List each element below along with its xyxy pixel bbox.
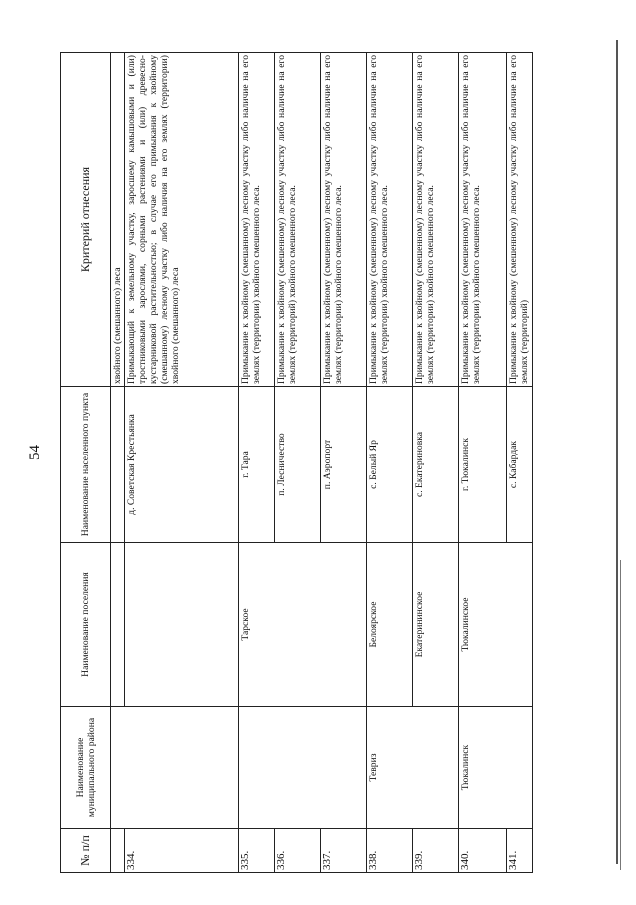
cell-criterion: Примыкание к хвойному (смешанному) лесному участку либо наличие на его землях (территории) хвойного смешенного леса. — [239, 53, 275, 387]
cell-settlement: Екатерининское — [413, 543, 459, 707]
scan-edge-line — [616, 40, 618, 864]
cell-num — [111, 829, 125, 873]
header-locality: Наименование населенного пункта — [61, 387, 111, 543]
cell-settlement — [125, 543, 239, 707]
cell-settlement: Белоярское — [367, 543, 413, 707]
cell-num: 338. — [367, 829, 413, 873]
cell-locality: с. Кабардак — [507, 387, 533, 543]
cell-criterion: Примыкание к хвойному (смешенному) лесному участку либо наличие на его землях (территории) хвойного смешенного леса. — [367, 53, 413, 387]
header-criterion: Критерий отнесения — [61, 53, 111, 387]
cell-locality: с. Екатериновка — [413, 387, 459, 543]
cell-locality: г. Тюкалинск — [459, 387, 507, 543]
cell-locality: п. Лесничество — [275, 387, 321, 543]
cell-num: 335. — [239, 829, 275, 873]
cell-locality: г. Тара — [239, 387, 275, 543]
scan-edge-line — [620, 560, 621, 870]
cell-locality: п. Аэропорт — [321, 387, 367, 543]
cell-criterion: Примыкание к хвойному (смешенному) лесному участку либо наличие на его землях (территории) хвойного смешенного леса. — [321, 53, 367, 387]
header-num: № п/п — [61, 829, 111, 873]
cell-settlement — [111, 543, 125, 707]
table-row-continuation — [111, 53, 125, 873]
cell-num: 334. — [125, 829, 239, 873]
cell-criterion: Примыкание к хвойному (смешенному) лесному участку либо наличие на его землях (территории) хвойного смешенного леса. — [413, 53, 459, 387]
cell-criterion: Примыкание к хвойному (смешенному) лесному участку либо наличие на его землях (территории) хвойного смешенного леса. — [459, 53, 507, 387]
page-number: 54 — [27, 445, 43, 460]
cell-district — [111, 707, 239, 829]
table-row — [239, 53, 275, 873]
cell-settlement: Тюкалинское — [459, 543, 533, 707]
cell-criterion: хвойного (смешанного) леса — [111, 53, 125, 387]
header-settlement: Наименование поселения — [61, 543, 111, 707]
header-district: Наименование муниципального района — [61, 707, 111, 829]
cell-district: Тевриз — [367, 707, 459, 829]
rotated-table-container — [60, 53, 530, 873]
table-row — [459, 53, 507, 873]
cell-settlement: Тарское — [239, 543, 367, 707]
cell-num: 340. — [459, 829, 507, 873]
table-row — [367, 53, 413, 873]
settlements-table — [60, 52, 533, 873]
cell-criterion: Примыкание к хвойному (смешенному) лесному участку либо наличие на его землях (территорий) хвойного смешенного леса. — [275, 53, 321, 387]
cell-locality: д. Советская Крестьянка — [125, 387, 239, 543]
cell-num: 337. — [321, 829, 367, 873]
cell-locality — [111, 387, 125, 543]
cell-num: 339. — [413, 829, 459, 873]
cell-district — [239, 707, 367, 829]
cell-criterion: Примыкание к хвойному (смешенному) лесному участку либо наличие на его землях (территорий) — [507, 53, 533, 387]
cell-num: 341. — [507, 829, 533, 873]
cell-criterion: Примыкающий к земельному участку, заросшему камышовыми и (или) тростниковыми зарослями, сорными растениями и (или) древесно-кустарниковой растительностью; в случае его примыкания к хвойному (смешанному) лесному участку либо наличия на его землях (территории) хвойного (смешанного) леса — [125, 53, 239, 387]
table-header-row — [61, 53, 111, 873]
cell-locality: с. Белый Яр — [367, 387, 413, 543]
cell-num: 336. — [275, 829, 321, 873]
cell-district: Тюкалинск — [459, 707, 533, 829]
